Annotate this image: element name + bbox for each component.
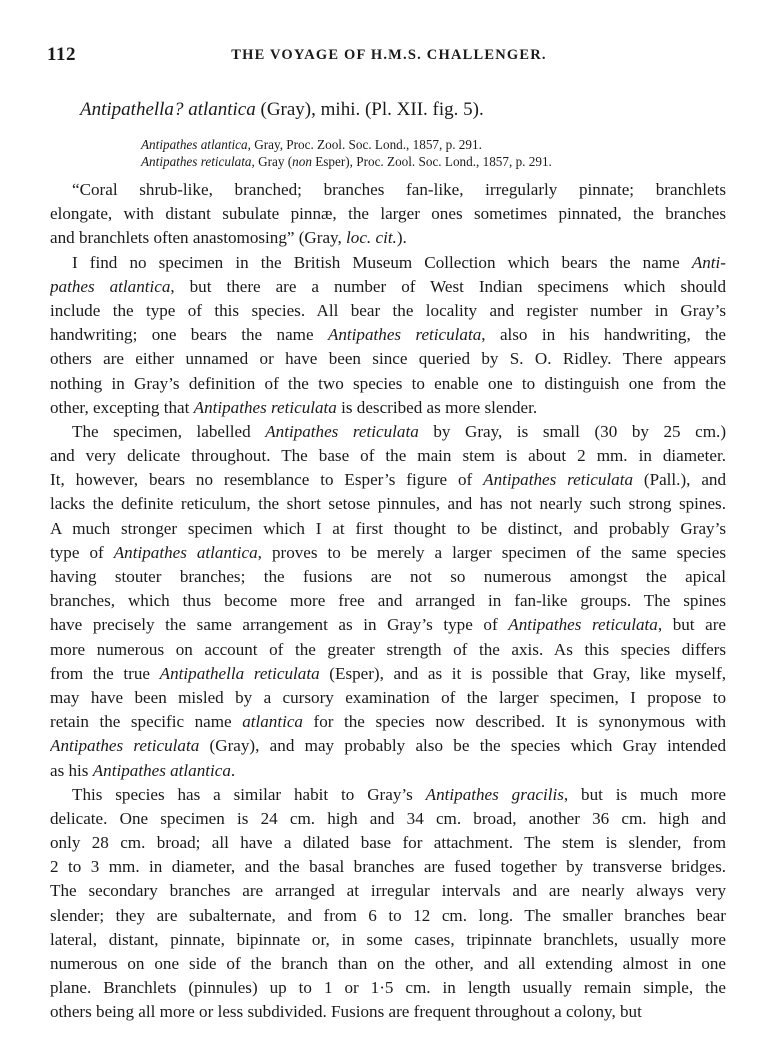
heading-genus: Antipathella xyxy=(80,99,174,120)
text-line xyxy=(50,613,726,637)
running-head xyxy=(47,44,731,68)
text-run: delicate. One specimen is 24 cm. high and 34 cm. broad, another 36 cm. high and xyxy=(50,808,726,828)
text-run: other, excepting that xyxy=(50,397,194,417)
italic-term: pathes atlantica xyxy=(50,276,171,296)
text-line xyxy=(50,372,726,396)
text-run: (Pall.), and xyxy=(633,470,726,490)
text-run: slender; they are subalternate, and from 6 to 12 cm. long. The smaller branches bear xyxy=(50,905,726,925)
synonym-note: non xyxy=(292,154,312,169)
italic-term: Antipathes reticulata xyxy=(265,421,419,441)
text-line xyxy=(50,565,726,589)
text-run: ). xyxy=(396,228,407,248)
text-run: is described as more slender. xyxy=(336,397,538,417)
text-run: . xyxy=(230,760,236,780)
text-line xyxy=(50,759,726,783)
text-run: The specimen, labelled xyxy=(72,421,266,441)
synonymy-list xyxy=(141,136,552,170)
text-run: , also in his handwriting, the xyxy=(481,325,726,345)
text-run: for the species now described. It is synonymous with xyxy=(302,712,726,732)
text-run: , but is much more xyxy=(563,784,726,804)
italic-term: Antipathes reticulata xyxy=(193,397,337,417)
text-run: lacks the definite reticulum, the short setose pinnules, and has not nearly such strong spines. xyxy=(50,494,726,514)
text-line xyxy=(50,492,726,516)
heading-authority: (Gray), mihi. (Pl. XII. fig. 5). xyxy=(255,99,484,120)
text-run: only 28 cm. broad; all have a dilated base for attachment. The stem is slender, from xyxy=(50,833,726,853)
text-run: branches, which thus become more free and arranged in fan-like groups. The spines xyxy=(50,591,726,611)
page-number: 112 xyxy=(47,44,76,65)
text-line xyxy=(50,638,726,662)
italic-term: Antipathes reticulata xyxy=(327,325,482,345)
text-run: The secondary branches are arranged at irregular intervals and are nearly always very xyxy=(50,881,726,901)
text-line xyxy=(50,541,726,565)
text-line xyxy=(50,444,726,468)
text-run: more numerous on account of the greater strength of the axis. As this species differs xyxy=(50,639,726,659)
text-run: , proves to be merely a larger specimen of the same species xyxy=(257,542,726,562)
text-line xyxy=(50,275,726,299)
synonym-name: Antipathes reticulata xyxy=(141,154,252,169)
text-line xyxy=(50,251,726,275)
italic-term: atlantica xyxy=(242,712,303,732)
species-heading xyxy=(80,99,484,121)
text-run: This species has a similar habit to Gray’s xyxy=(72,784,426,804)
text-run: may have been misled by a cursory examination of the larger specimen, I propose to xyxy=(50,687,726,707)
text-line xyxy=(50,1000,726,1024)
paragraph xyxy=(50,251,726,420)
text-run: nothing in Gray’s definition of the two species to enable one to distinguish one from the xyxy=(50,373,726,393)
text-run: (Gray), and may probably also be the species which Gray intended xyxy=(199,736,726,756)
text-line xyxy=(50,420,726,444)
italic-term: Antipathes reticulata xyxy=(483,470,633,490)
text-line xyxy=(50,662,726,686)
text-line xyxy=(50,976,726,1000)
text-line xyxy=(50,855,726,879)
text-line xyxy=(50,323,726,347)
paragraph xyxy=(50,420,726,783)
text-line xyxy=(50,710,726,734)
text-run: retain the specific name xyxy=(50,712,243,732)
text-line xyxy=(50,517,726,541)
synonym-line xyxy=(141,136,552,153)
text-run: “Coral shrub-like, branched; branches fan-like, irregularly pinnate; branchlets xyxy=(72,180,726,199)
italic-term: Antipathes reticulata xyxy=(50,736,200,756)
heading-species: atlantica xyxy=(188,99,256,120)
text-run: I find no specimen in the British Museum Collection which bears the name xyxy=(72,252,692,272)
text-line xyxy=(50,178,726,202)
text-line xyxy=(50,783,726,807)
text-run: It, however, bears no resemblance to Esper’s figure of xyxy=(50,470,484,490)
synonym-line xyxy=(141,153,552,170)
text-line xyxy=(50,831,726,855)
text-line xyxy=(50,686,726,710)
paragraph xyxy=(50,783,726,1025)
text-line xyxy=(50,226,726,250)
paragraph xyxy=(50,178,726,251)
text-line xyxy=(50,468,726,492)
text-run: others being all more or less subdivided. Fusions are frequent throughout a colony, but xyxy=(50,1002,642,1022)
text-line xyxy=(50,202,726,226)
text-run: handwriting; one bears the name xyxy=(50,325,328,345)
text-run: plane. Branchlets (pinnules) up to 1 or 1·5 cm. in length usually remain simple, the xyxy=(50,978,726,998)
text-line xyxy=(50,589,726,613)
text-run: have precisely the same arrangement as in Gray’s type of xyxy=(50,615,509,635)
text-line xyxy=(50,396,726,420)
italic-term: Antipathes atlantica xyxy=(92,760,231,780)
synonym-reference: , Gray ( xyxy=(251,154,293,169)
italic-term: Antipathella reticulata xyxy=(159,663,320,683)
synonym-reference-rest: Esper), Proc. Zool. Soc. Lond., 1857, p. 291. xyxy=(311,154,552,169)
text-run: 2 to 3 mm. in diameter, and the basal branches are fused together by transverse bridges. xyxy=(50,857,726,877)
synonym-name: Antipathes atlantica xyxy=(141,137,248,152)
text-run: include the type of this species. All bear the locality and register number in Gray’s xyxy=(50,300,726,320)
text-run: numerous on one side of the branch than on the other, and all extending almost in one xyxy=(50,954,726,973)
synonym-reference: , Gray, Proc. Zool. Soc. Lond., 1857, p. 291. xyxy=(247,137,482,152)
text-run: by Gray, is small (30 by 25 cm.) xyxy=(418,421,726,441)
text-run: from the true xyxy=(50,663,160,683)
text-run: elongate, with distant subulate pinnæ, the larger ones sometimes pinnated, the branches xyxy=(50,204,726,224)
text-line xyxy=(50,928,726,952)
text-run: , but there are a number of West Indian specimens which should xyxy=(170,276,726,296)
body-text xyxy=(50,178,726,1025)
italic-term: loc. cit. xyxy=(346,228,397,248)
italic-term: Antipathes gracilis xyxy=(425,784,564,804)
heading-query-mark: ? xyxy=(173,99,184,120)
text-line xyxy=(50,879,726,903)
italic-term: Anti- xyxy=(691,252,726,272)
text-run: and very delicate throughout. The base of the main stem is about 2 mm. in diameter. xyxy=(50,446,726,466)
text-line xyxy=(50,347,726,371)
text-run: as his xyxy=(50,760,93,780)
text-run: (Esper), and as it is possible that Gray, like myself, xyxy=(319,663,726,683)
running-title: THE VOYAGE OF H.M.S. CHALLENGER. xyxy=(231,47,547,63)
text-run: others are either unnamed or have been since queried by S. O. Ridley. There appears xyxy=(50,349,726,369)
text-run: lateral, distant, pinnate, bipinnate or, in some cases, tripinnate branchlets, usually more xyxy=(50,929,726,949)
text-run: and branchlets often anastomosing” (Gray, xyxy=(50,228,347,248)
text-line xyxy=(50,299,726,323)
text-line xyxy=(50,734,726,758)
text-run: type of xyxy=(50,542,114,562)
text-line xyxy=(50,904,726,928)
text-run: A much stronger specimen which I at first thought to be distinct, and probably Gray’s xyxy=(50,518,726,538)
text-run: having stouter branches; the fusions are not so numerous amongst the apical xyxy=(50,567,726,586)
text-run: , but are xyxy=(657,615,726,635)
italic-term: Antipathes reticulata xyxy=(508,615,658,635)
text-line xyxy=(50,952,726,976)
italic-term: Antipathes atlantica xyxy=(113,542,258,562)
text-line xyxy=(50,807,726,831)
